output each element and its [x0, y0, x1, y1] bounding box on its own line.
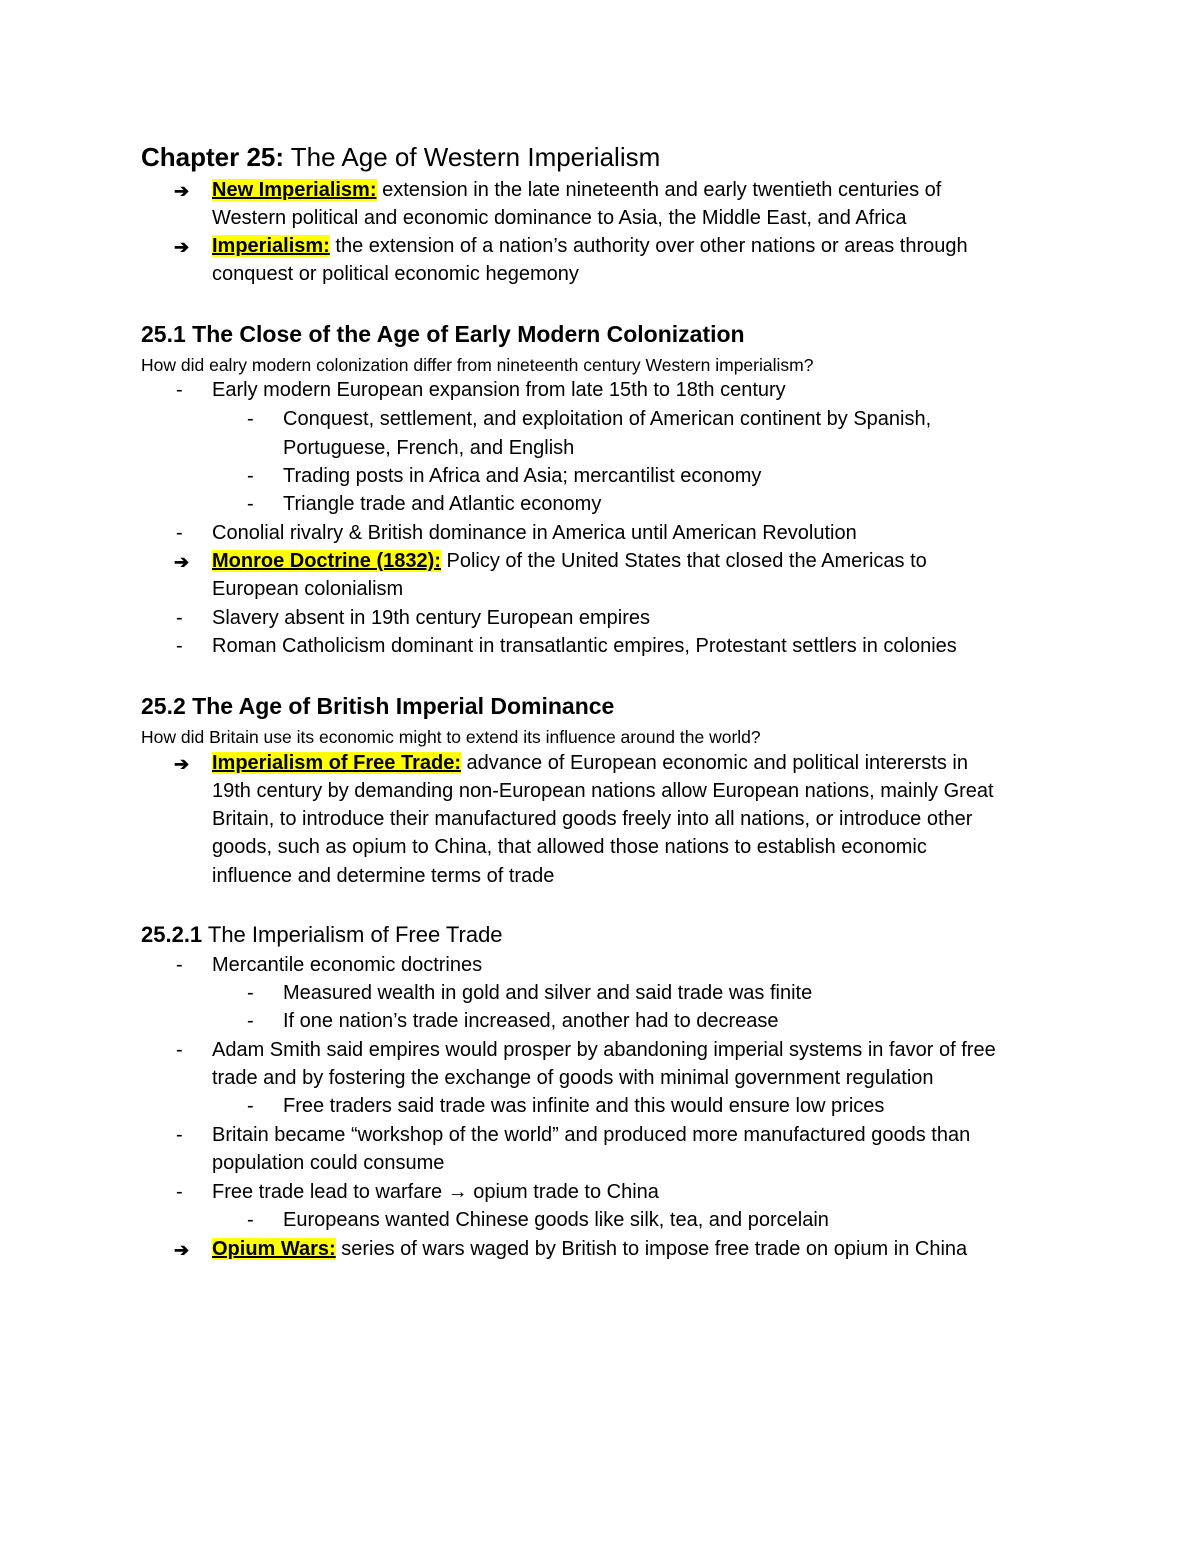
- term-new-imperialism: New Imperialism:: [212, 179, 377, 201]
- dash-bullet: -: [247, 493, 254, 515]
- dash-bullet: -: [247, 982, 254, 1004]
- list-item: trade and by fostering the exchange of goods with minimal government regulation: [212, 1067, 934, 1089]
- section-number: 25.2.1: [141, 922, 203, 947]
- dash-bullet: -: [176, 522, 183, 544]
- list-item: Measured wealth in gold and silver and said trade was finite: [283, 982, 813, 1004]
- definition-text: Policy of the United States that closed the Americas to: [440, 550, 927, 572]
- dash-bullet: -: [176, 1039, 183, 1061]
- section-question: How did Britain use its economic might to extend its influence around the world?: [141, 727, 761, 747]
- section-heading-25-1: [141, 319, 745, 349]
- list-item: Portuguese, French, and English: [283, 437, 575, 459]
- list-item: Free trade lead to warfare → opium trade to China: [212, 1181, 659, 1203]
- dash-bullet: -: [247, 465, 254, 487]
- definition-text: series of wars waged by British to impose free trade on opium in China: [335, 1238, 968, 1260]
- definition-imperialism: [212, 232, 968, 260]
- dash-bullet: -: [176, 1124, 183, 1146]
- definition-opium-wars: [212, 1235, 967, 1263]
- term-imperialism-of-free-trade: Imperialism of Free Trade:: [212, 752, 461, 774]
- list-item: Slavery absent in 19th century European empires: [212, 607, 651, 629]
- arrow-bullet: ➔: [174, 181, 190, 201]
- list-item: Early modern European expansion from late 15th to 18th century: [212, 379, 786, 401]
- dash-bullet: -: [176, 379, 183, 401]
- term-opium-wars: Opium Wars:: [212, 1238, 336, 1260]
- list-item: Trading posts in Africa and Asia; mercantilist economy: [283, 465, 762, 487]
- section-question: How did ealry modern colonization differ from nineteenth century Western imperialism?: [141, 355, 814, 375]
- section-title: The Close of the Age of Early Modern Colonization: [185, 321, 745, 347]
- arrow-bullet: ➔: [174, 754, 190, 774]
- section-number: 25.1: [141, 321, 186, 347]
- definition-text: influence and determine terms of trade: [212, 865, 555, 887]
- definition-new-imperialism: [212, 176, 941, 204]
- definition-text: conquest or political economic hegemony: [212, 263, 579, 285]
- section-number: 25.2: [141, 693, 186, 719]
- section-heading-25-2-1: [141, 920, 503, 950]
- list-item: Triangle trade and Atlantic economy: [283, 493, 602, 515]
- term-monroe-doctrine: Monroe Doctrine (1832):: [212, 550, 441, 572]
- chapter-heading: [141, 141, 660, 173]
- list-item: Mercantile economic doctrines: [212, 954, 483, 976]
- list-item: Roman Catholicism dominant in transatlantic empires, Protestant settlers in colonies: [212, 635, 957, 657]
- chapter-title: The Age of Western Imperialism: [284, 142, 661, 172]
- definition-text: 19th century by demanding non-European nations allow European nations, mainly Great: [212, 780, 994, 802]
- dash-bullet: -: [247, 408, 254, 430]
- dash-bullet: -: [176, 954, 183, 976]
- term-imperialism: Imperialism:: [212, 235, 330, 257]
- dash-bullet: -: [176, 635, 183, 657]
- dash-bullet: -: [176, 1181, 183, 1203]
- list-item: If one nation’s trade increased, another had to decrease: [283, 1010, 779, 1032]
- definition-text: extension in the late nineteenth and early twentieth centuries of: [376, 179, 942, 201]
- dash-bullet: -: [176, 607, 183, 629]
- list-item: Britain became “workshop of the world” and produced more manufactured goods than: [212, 1124, 971, 1146]
- list-item: Adam Smith said empires would prosper by abandoning imperial systems in favor of free: [212, 1039, 996, 1061]
- section-title: The Imperialism of Free Trade: [202, 922, 503, 947]
- list-item: Conolial rivalry & British dominance in America until American Revolution: [212, 522, 857, 544]
- section-heading-25-2: [141, 691, 614, 721]
- definition-monroe-doctrine: [212, 547, 927, 575]
- definition-text: Britain, to introduce their manufactured goods freely into all nations, or introduce other: [212, 808, 973, 830]
- dash-bullet: -: [247, 1095, 254, 1117]
- arrow-bullet: ➔: [174, 1240, 190, 1260]
- list-item: population could consume: [212, 1152, 445, 1174]
- definition-text: European colonialism: [212, 578, 404, 600]
- definition-imperialism-of-free-trade: [212, 749, 968, 777]
- dash-bullet: -: [247, 1010, 254, 1032]
- definition-text: Western political and economic dominance to Asia, the Middle East, and Africa: [212, 207, 907, 229]
- section-title: The Age of British Imperial Dominance: [185, 693, 615, 719]
- list-item: Europeans wanted Chinese goods like silk, tea, and porcelain: [283, 1209, 829, 1231]
- definition-text: the extension of a nation’s authority over other nations or areas through: [329, 235, 968, 257]
- dash-bullet: -: [247, 1209, 254, 1231]
- list-item: Free traders said trade was infinite and this would ensure low prices: [283, 1095, 885, 1117]
- definition-text: advance of European economic and political interersts in: [460, 752, 968, 774]
- chapter-number: Chapter 25:: [141, 142, 285, 172]
- definition-text: goods, such as opium to China, that allowed those nations to establish economic: [212, 836, 927, 858]
- arrow-bullet: ➔: [174, 237, 190, 257]
- arrow-bullet: ➔: [174, 552, 190, 572]
- list-item: Conquest, settlement, and exploitation of American continent by Spanish,: [283, 408, 932, 430]
